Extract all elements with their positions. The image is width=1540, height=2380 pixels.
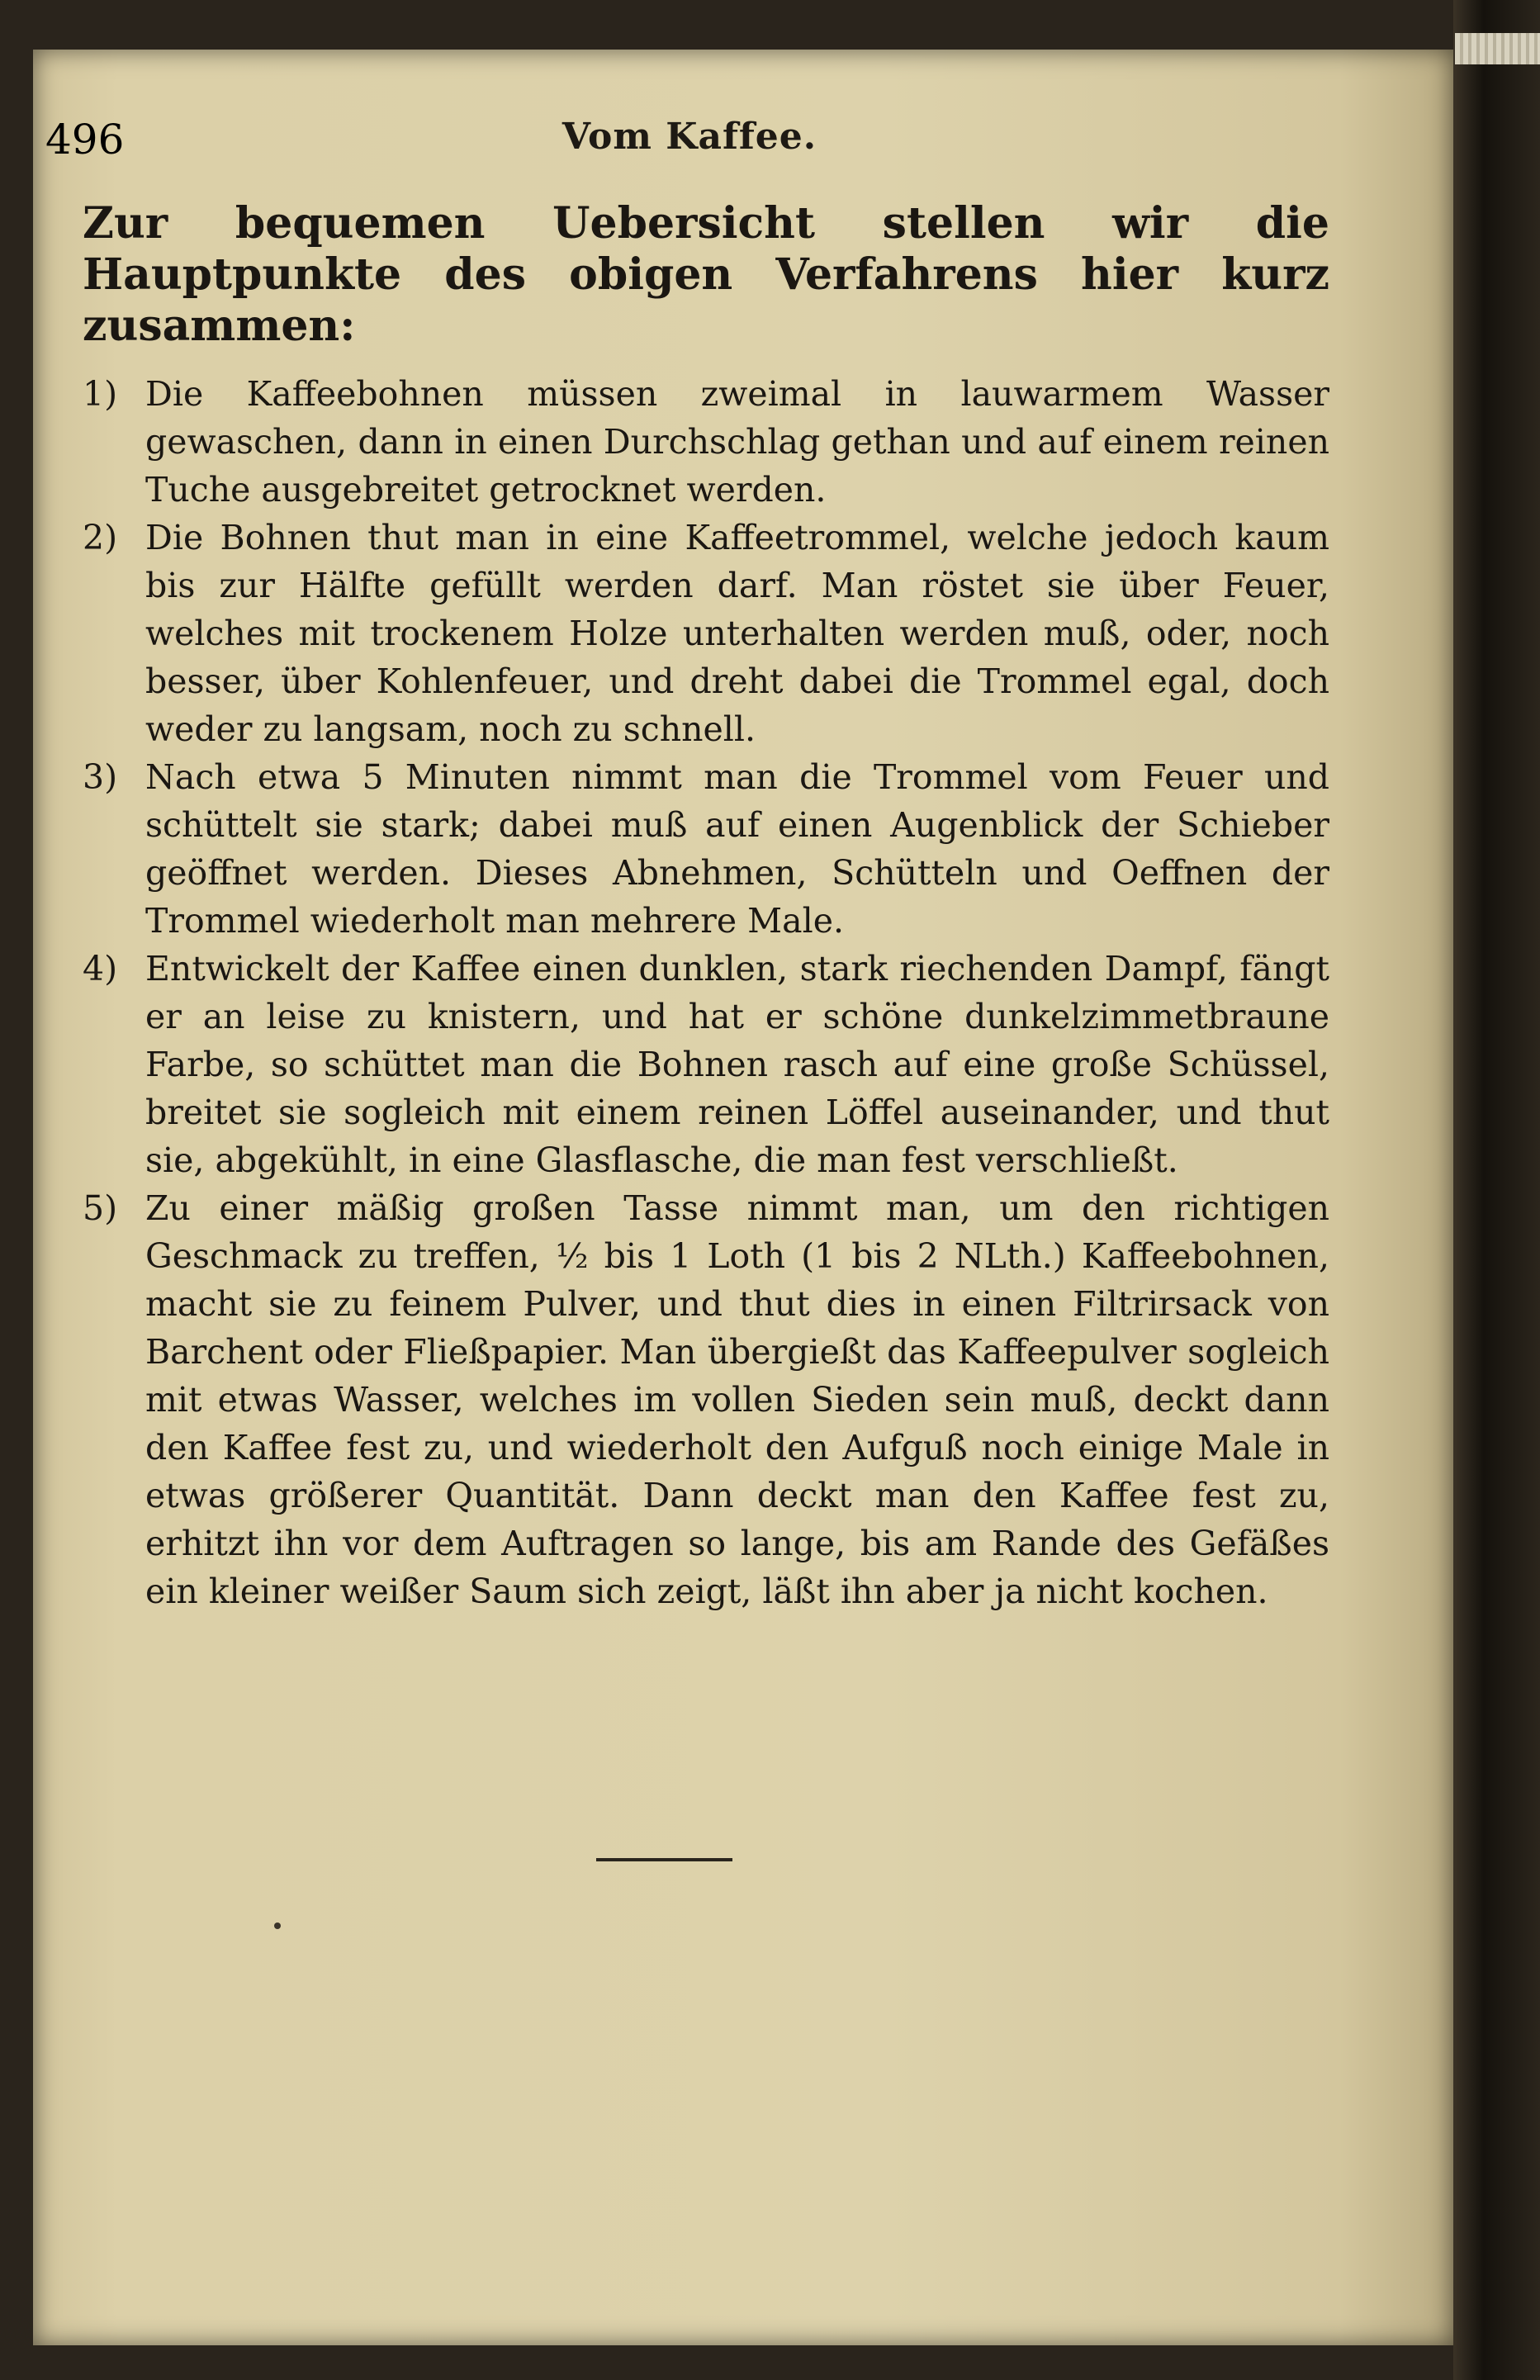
- page-number: 496: [45, 116, 125, 164]
- bookmark-ribbon: [1455, 33, 1540, 64]
- list-item-number: 5): [83, 1188, 118, 1228]
- page-header: [45, 116, 1334, 173]
- end-rule: [596, 1858, 732, 1861]
- list-item-text: Entwickelt der Kaffee einen dunklen, stark riechenden Dampf, fängt er an leise zu knistern, und hat er schöne dunkelzimmetbraune Farbe, so schüttet man die Bohnen rasch auf eine große Schüssel, breitet sie sogleich mit einem reinen Löffel auseinander, und thut sie, abgekühlt, in eine Glasflasche, die man fest verschließt.: [145, 949, 1329, 1180]
- book-spine: [1453, 0, 1540, 2380]
- list-item: [83, 370, 1329, 514]
- list-item-number: 1): [83, 374, 118, 414]
- list-item-text: Die Kaffeebohnen müssen zweimal in lauwarmem Wasser gewaschen, dann in einen Durchschlag gethan und auf einem reinen Tuche ausgebreitet getrocknet werden.: [145, 374, 1329, 510]
- list-item: [83, 753, 1329, 945]
- list-item-text: Nach etwa 5 Minuten nimmt man die Trommel vom Feuer und schüttelt sie stark; dabei muß auf einen Augenblick der Schieber geöffnet werden. Dieses Abnehmen, Schütteln und Oeffnen der Trommel wiederholt man mehrere Male.: [145, 757, 1329, 941]
- list-item: [83, 514, 1329, 753]
- running-title: Vom Kaffee.: [562, 116, 817, 158]
- body-text: [83, 198, 1329, 1615]
- list-item-number: 2): [83, 518, 118, 557]
- list-item-text: Die Bohnen thut man in eine Kaffeetrommel, welche jedoch kaum bis zur Hälfte gefüllt werden darf. Man röstet sie über Feuer, welches mit trockenem Holze unterhalten werden muß, oder, noch besser, über Kohlenfeuer, und dreht dabei die Trommel egal, doch weder zu langsam, noch zu schnell.: [145, 518, 1329, 749]
- list-item-number: 4): [83, 949, 118, 989]
- section-heading: Zur bequemen Uebersicht stellen wir die Hauptpunkte des obigen Verfahrens hier kurz zusammen:: [83, 198, 1329, 351]
- list-item-number: 3): [83, 757, 118, 797]
- list-item: [83, 1184, 1329, 1615]
- list-item: [83, 945, 1329, 1184]
- paper-speck: [274, 1922, 281, 1929]
- list-item-text: Zu einer mäßig großen Tasse nimmt man, um den richtigen Geschmack zu treffen, ½ bis 1 Loth (1 bis 2 NLth.) Kaffeebohnen, macht sie zu feinem Pulver, und thut dies in einen Filtrirsack von Barchent oder Fließpapier. Man übergießt das Kaffeepulver sogleich mit etwas Wasser, welches im vollen Sieden sein muß, deckt dann den Kaffee fest zu, und wiederholt den Aufguß noch einige Male in etwas größerer Quantität. Dann deckt man den Kaffee fest zu, erhitzt ihn vor dem Auftragen so lange, bis am Rande des Gefäßes ein kleiner weißer Saum sich zeigt, läßt ihn aber ja nicht kochen.: [145, 1188, 1329, 1611]
